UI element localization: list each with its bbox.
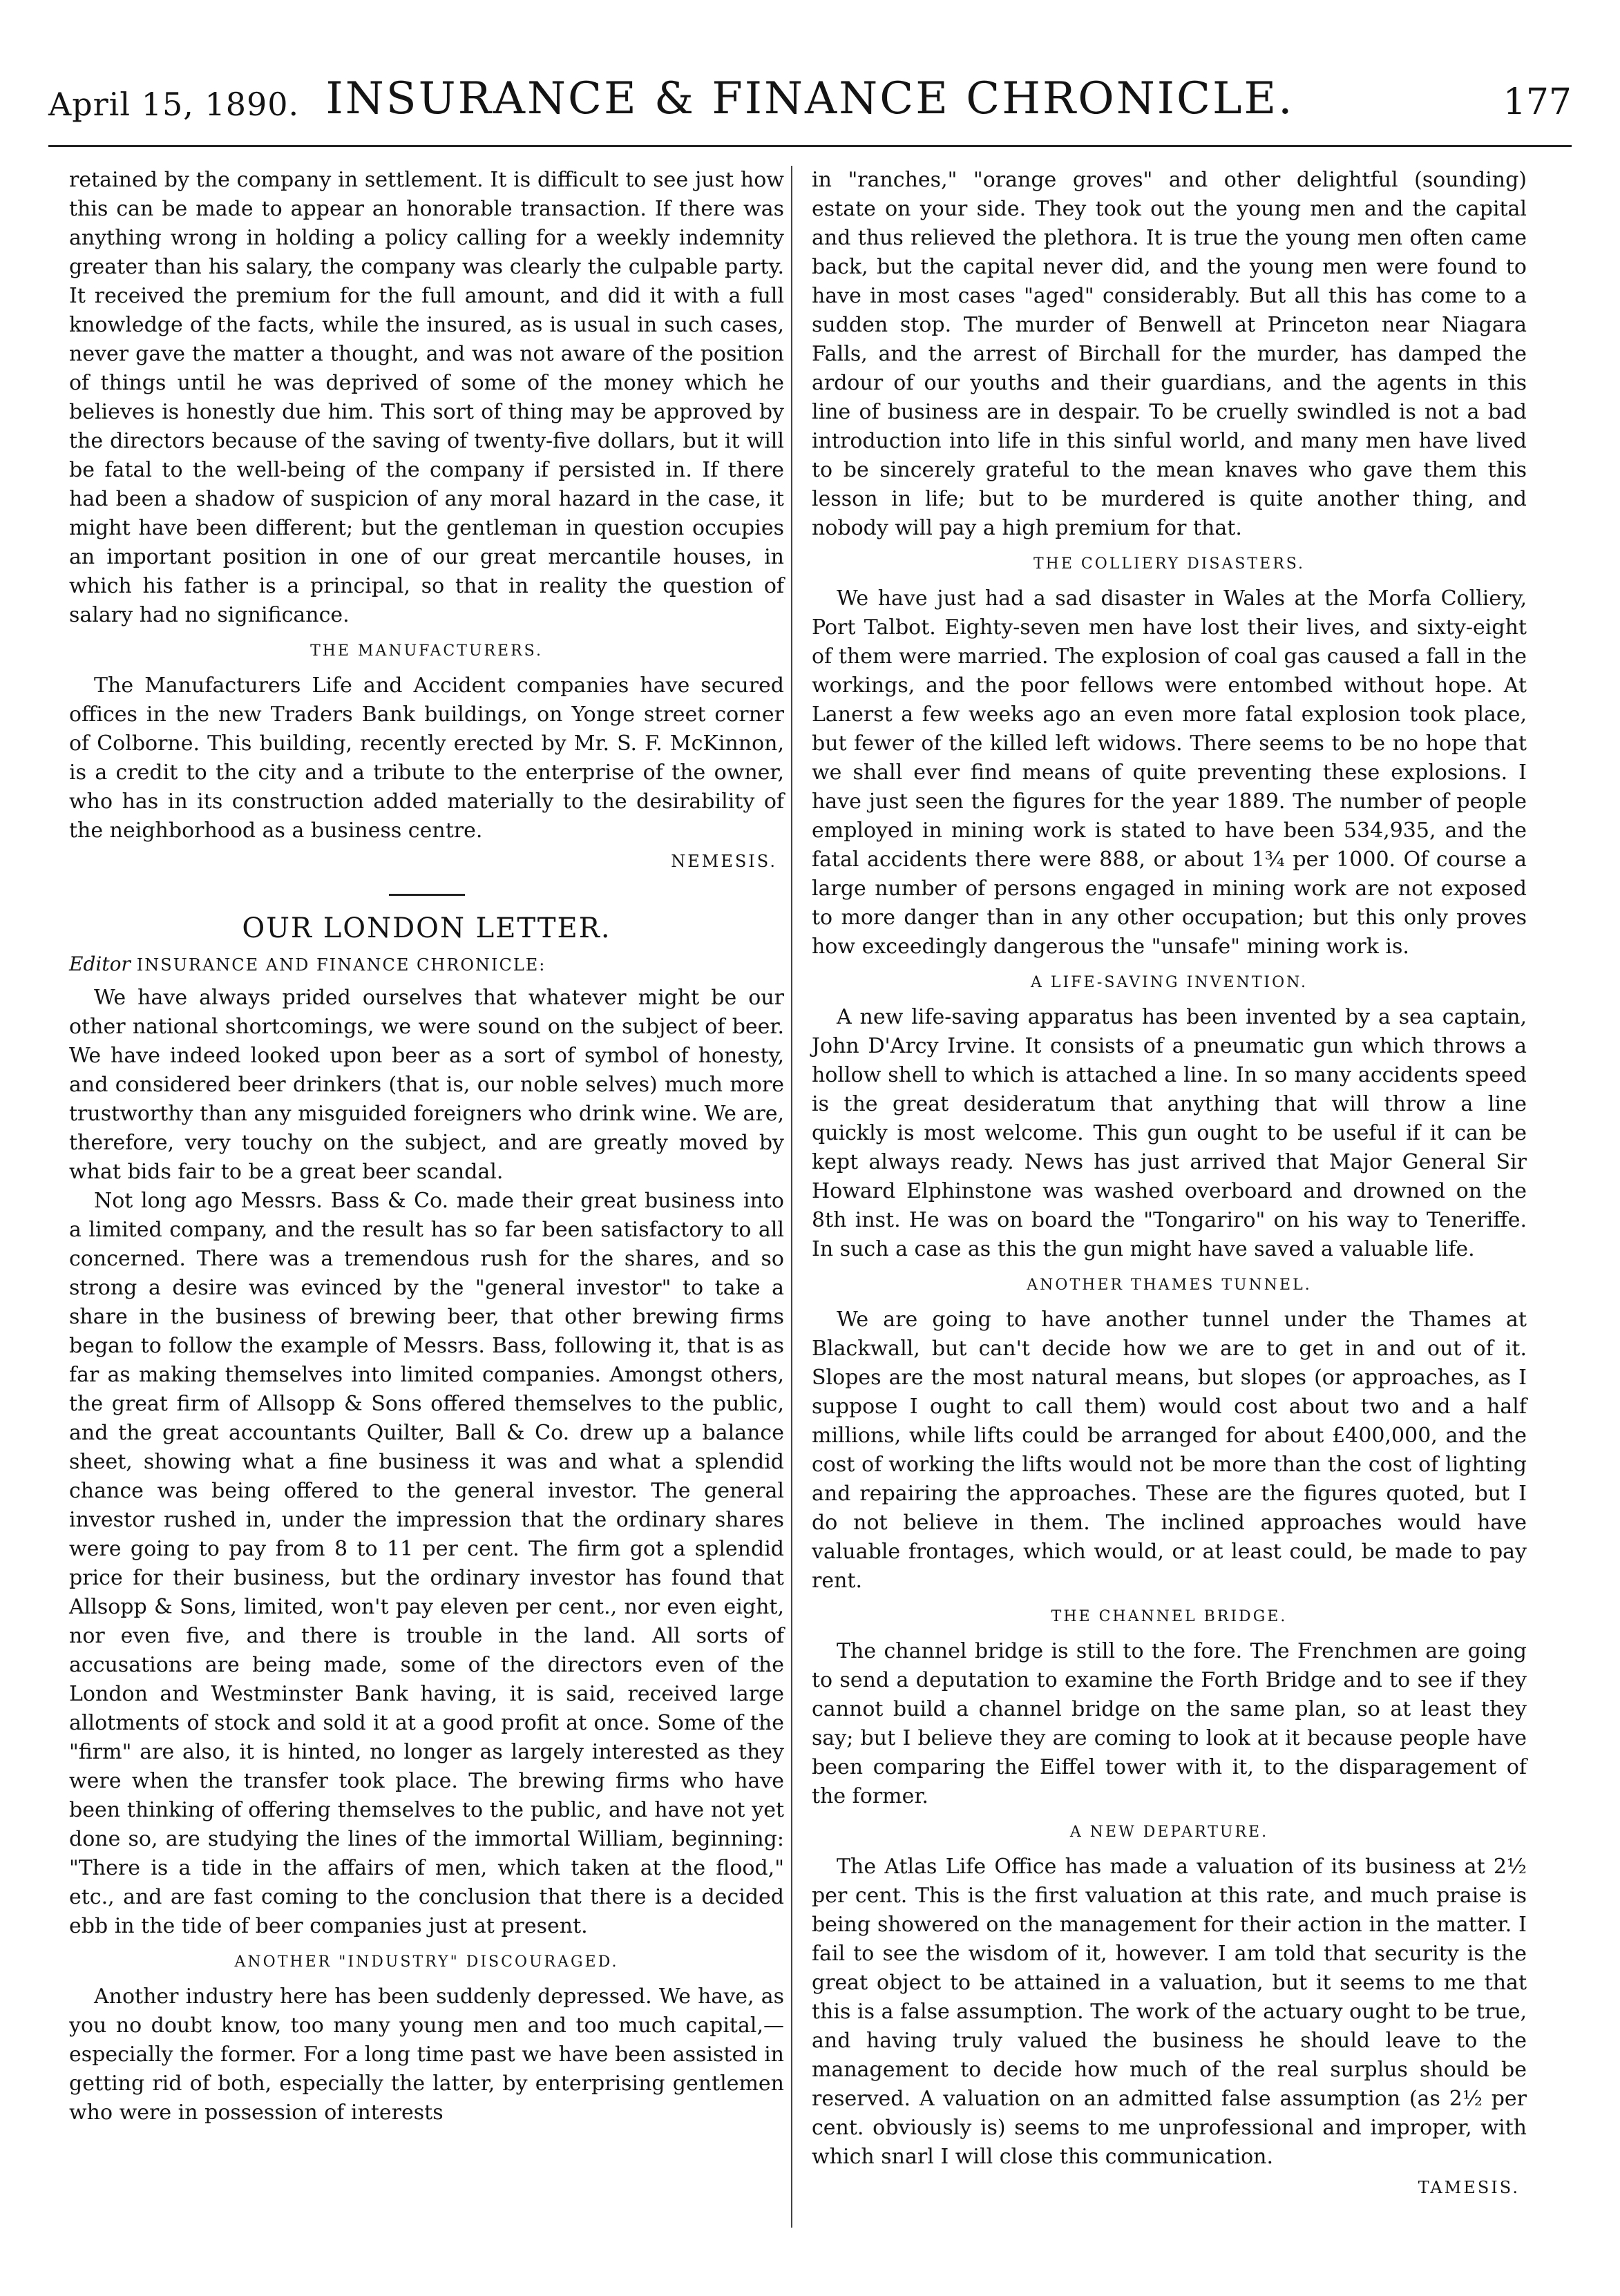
section-heading-lifesaving: A LIFE-SAVING INVENTION.: [1031, 974, 1308, 991]
section-heading-manufacturers: THE MANUFACTURERS.: [310, 642, 543, 660]
section-heading-channel: THE CHANNEL BRIDGE.: [1051, 1608, 1288, 1625]
section-heading-colliery: THE COLLIERY DISASTERS.: [1033, 555, 1306, 573]
article-paragraph: Another industry here has been suddenly depressed. We have, as you no doubt know, too many young men and too much capital,—especially the former. For a long time past we have been assisted in getting rid of both, especially the latter, by enterprising gentlemen who were in possession of interests: [69, 1984, 784, 2125]
right-column: [812, 166, 1527, 2202]
article-paragraph: Not long ago Messrs. Bass & Co. made their great business into a limited company, and the result has so far been satisfactory to all concerned. There was a tremendous rush for the shares, and so strong a desire was evinced by the "general investor" to take a share in the business of brewing beer, that other brewing firms began to follow the example of Messrs. Bass, following it, that is as far as making themselves into limited companies. Amongst others, the great firm of Allsopp & Sons offered themselves to the public, and the great accountants Quilter, Ball & Co. drew up a balance sheet, showing what a fine business it was and what a splendid chance was being offered to the general investor. The general investor rushed in, under the impression that the ordinary shares were going to pay from 8 to 11 per cent. The firm got a splendid price for their business, but the ordinary investor has found that Allsopp & Sons, limited, won't pay eleven per cent., nor even eight, nor even five, and there is trouble in the land. All sorts of accusations are being made, some of the directors even of the London and Westminster Bank having, it is said, received large allotments of stock and sold it at a good profit at once. Some of the "firm" are also, it is hinted, no longer as largely interested as they were when the transfer took place. The brewing firms who have been thinking of offering themselves to the public, and have not yet done so, are studying the lines of the immortal William, beginning: "There is a tide in the affairs of men, which taken at the flood," etc., and are fast coming to the conclusion that there is a decided ebb in the tide of beer companies just at present.: [69, 1189, 784, 1938]
section-divider: [389, 894, 465, 896]
article-paragraph: We have just had a sad disaster in Wales at the Morfa Colliery, Port Talbot. Eighty-seven men have lost their lives, and sixty-eight of them were married. The explosion of coal gas caused a fall in the workings, and the poor fellows were entombed without hope. At Lanerst a few weeks ago an even more fatal explosion took place, but fewer of the killed left widows. There seems to be no hope that we shall ever find means of quite preventing these explosions. I have just seen the figures for the year 1889. The number of people employed in mining work is stated to have been 534,935, and the fatal accidents there were 888, or about 1¾ per 1000. Of course a large number of persons engaged in mining work are not exposed to more danger than in any other occupation; but this only proves how exceedingly dangerous the "unsafe" mining work is.: [812, 586, 1527, 959]
letter-title: OUR LONDON LETTER.: [242, 912, 611, 944]
issue-date: April 15, 1890.: [48, 86, 300, 123]
section-heading-departure: A NEW DEPARTURE.: [1069, 1824, 1269, 1841]
page-header: [48, 54, 1572, 137]
article-paragraph: The Manufacturers Life and Accident companies have secured offices in the new Traders Bank buildings, on Yonge street corner of Colborne. This building, recently erected by Mr. S. F. McKinnon, is a credit to the city and a tribute to the enterprise of the owner, who has in its construction added materially to the desirability of the neighborhood as a business centre.: [69, 673, 784, 843]
editor-salutation: [69, 950, 784, 979]
section-heading-thames: ANOTHER THAMES TUNNEL.: [1027, 1276, 1312, 1294]
left-column: [69, 166, 784, 2127]
section-heading-industry: ANOTHER "INDUSTRY" DISCOURAGED.: [234, 1953, 619, 1971]
article-paragraph: We have always prided ourselves that whatever might be our other national shortcomings, we were sound on the subject of beer. We have indeed looked upon beer as a sort of symbol of honesty, and considered beer drinkers (that is, our noble selves) much more trustworthy than any misguided foreigners who drink wine. We are, therefore, very touchy on the subject, and are greatly moved by what bids fair to be a great beer scandal.: [69, 986, 784, 1184]
article-paragraph: in "ranches," "orange groves" and other delightful (sounding) estate on your side. They took out the young men and the capital and thus relieved the plethora. It is true the young men often came back, but the capital never did, and the young men were found to have in most cases "aged" considerably. But all this has come to a sudden stop. The murder of Benwell at Princeton near Niagara Falls, and the arrest of Birchall for the murder, has damped the ardour of our youths and their guardians, and the agents in this line of business are in despair. To be cruelly swindled is not a bad introduction into life in this sinful world, and many men have lived to be sincerely grateful to the mean knaves who gave them this lesson in life; but to be murdered is quite another thing, and nobody will pay a high premium for that.: [812, 168, 1527, 540]
page-number: 177: [1503, 82, 1572, 123]
article-paragraph: The Atlas Life Office has made a valuation of its business at 2½ per cent. This is the first valuation at this rate, and much praise is being showered on the management for their action in the matter. I fail to see the wisdom of it, however. I am told that security is the great object to be attained in a valuation, but it seems to me that this is a false assumption. The work of the actuary ought to be true, and having truly valued the business he should leave to the management to decide how much of the real surplus should be reserved. A valuation on an admitted false assumption (as 2½ per cent. obviously is) seems to me unprofessional and improper, with which snarl I will close this communication.: [812, 1855, 1527, 2169]
editor-name: INSURANCE AND FINANCE CHRONICLE:: [136, 955, 546, 975]
header-rule: [48, 145, 1572, 147]
column-separator: [791, 166, 792, 2228]
publication-title: INSURANCE & FINANCE CHRONICLE.: [325, 73, 1295, 124]
signature-tamesis: TAMESIS.: [1418, 2178, 1520, 2197]
signature-nemesis: NEMESIS.: [671, 852, 777, 871]
article-paragraph: We are going to have another tunnel under the Thames at Blackwall, but can't decide how we are to get in and out of it. Slopes are the most natural means, but slopes (or approaches, as I suppose I ought to call them) would cost about two and a half millions, while lifts could be arranged for about £400,000, and the cost of working the lifts would not be more than the cost of lighting and repairing the approaches. These are the figures quoted, but I do not believe in them. The inclined approaches would have valuable frontages, which would, or at least could, be made to pay rent.: [812, 1308, 1527, 1593]
article-paragraph: retained by the company in settlement. It is difficult to see just how this can be made to appear an honorable transaction. If there was anything wrong in holding a policy calling for a weekly indemnity greater than his salary, the company was clearly the culpable party. It received the premium for the full amount, and did it with a full knowledge of the facts, while the insured, as is usual in such cases, never gave the matter a thought, and was not aware of the position of things until he was deprived of some of the money which he believes is honestly due him. This sort of thing may be approved by the directors because of the saving of twenty-five dollars, but it will be fatal to the well-being of the company if persisted in. If there had been a shadow of suspicion of any moral hazard in the case, it might have been different; but the gentleman in question occupies an important position in one of our great mercantile houses, in which his father is a principal, so that in reality the question of salary had no significance.: [69, 168, 784, 627]
article-paragraph: The channel bridge is still to the fore. The Frenchmen are going to send a deputation to examine the Forth Bridge and to see if they cannot build a channel bridge on the same plan, so at least they say; but I believe they are coming to look at it because people have been comparing the Eiffel tower with it, to the disparagement of the former.: [812, 1639, 1527, 1808]
article-paragraph: A new life-saving apparatus has been invented by a sea captain, John D'Arcy Irvine. It consists of a pneumatic gun which throws a hollow shell to which is attached a line. In so many accidents speed is the great desideratum that anything that will throw a line quickly is most welcome. This gun ought to be useful if it can be kept always ready. News has just arrived that Major General Sir Howard Elphinstone was washed overboard and drowned on the 8th inst. He was on board the "Tongariro" on his way to Teneriffe. In such a case as this the gun might have saved a valuable life.: [812, 1005, 1527, 1261]
editor-label: Editor: [69, 953, 131, 975]
